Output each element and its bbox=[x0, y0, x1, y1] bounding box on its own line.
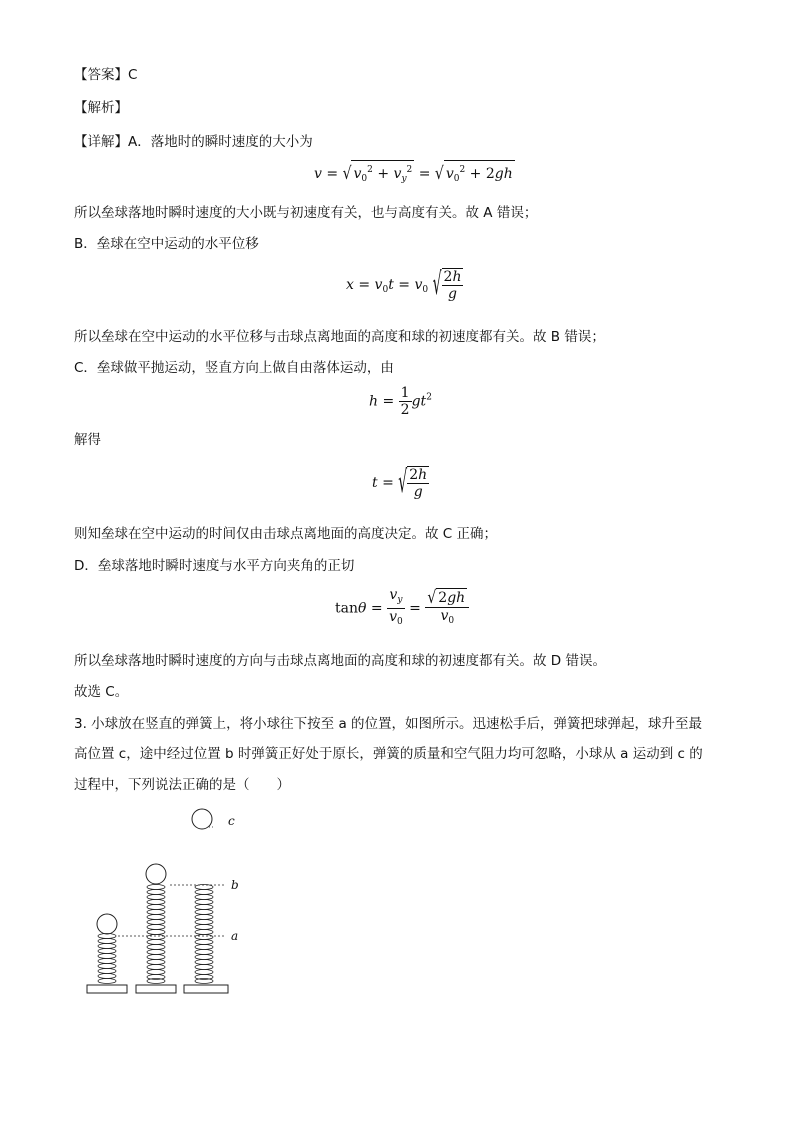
label-b: b bbox=[231, 878, 239, 892]
option-d-conclusion: 所以垒球落地时瞬时速度的方向与击球点离地面的高度和球的初速度都有关。故 D 错误。 bbox=[74, 653, 606, 669]
question-3-line-3: 过程中，下列说法正确的是（ ） bbox=[74, 777, 290, 793]
option-c-intro: C．垒球做平抛运动，竖直方向上做自由落体运动，由 bbox=[74, 360, 394, 376]
option-b-intro: B．垒球在空中运动的水平位移 bbox=[74, 236, 259, 252]
question-3-line-2: 高位置 c，途中经过位置 b 时弹簧正好处于原长，弹簧的质量和空气阻力均可忽略，小球从 a 运动到 c 的 bbox=[74, 746, 703, 762]
final-answer: 故选 C。 bbox=[74, 684, 129, 700]
detail-intro: 【详解】A．落地时的瞬时速度的大小为 bbox=[74, 134, 313, 150]
spring-2 bbox=[147, 885, 165, 984]
equation-height: h = $\frac{1}{2}$ $gt^2$ bbox=[369, 385, 432, 418]
answer-label: 【答案】C bbox=[74, 67, 138, 83]
equation-time: t = √ $\frac{2h}{g}$ bbox=[372, 465, 428, 501]
ball-c bbox=[192, 809, 212, 829]
label-a: a bbox=[231, 929, 239, 943]
equation-velocity: v = √ $v_0^2 + v_y^2$ = √ $v_0^2 + 2gh$ bbox=[314, 160, 515, 188]
ball-b bbox=[146, 864, 166, 884]
analysis-label: 【解析】 bbox=[74, 100, 128, 116]
spring-1 bbox=[98, 934, 116, 984]
spring-diagram bbox=[80, 800, 260, 1000]
base-2 bbox=[136, 985, 176, 993]
option-c-solve: 解得 bbox=[74, 432, 101, 448]
spring-3 bbox=[195, 885, 213, 984]
option-c-conclusion: 则知垒球在空中运动的时间仅由击球点离地面的高度决定。故 C 正确； bbox=[74, 526, 498, 542]
option-d-intro: D．垒球落地时瞬时速度与水平方向夹角的正切 bbox=[74, 558, 355, 574]
base-3 bbox=[184, 985, 228, 993]
option-a-conclusion: 所以垒球落地时瞬时速度的大小既与初速度有关，也与高度有关。故 A 错误； bbox=[74, 205, 538, 221]
equation-displacement: $x = v_0t = v_0$ √ $\frac{2h}{g}$ bbox=[346, 267, 462, 303]
question-3-line-1: 3. 小球放在竖直的弹簧上，将小球往下按至 a 的位置，如图所示。迅速松手后，弹簧把球弹起，球升至最 bbox=[74, 716, 703, 732]
label-c: c bbox=[228, 814, 235, 828]
equation-tangent: tanθ = $\frac{v_y}{v_0}$ = $\frac{√ 2gh}{v_0}$ bbox=[335, 587, 469, 630]
option-b-conclusion: 所以垒球在空中运动的水平位移与击球点离地面的高度和球的初速度都有关。故 B 错误； bbox=[74, 329, 605, 345]
ball-a bbox=[97, 914, 117, 934]
base-1 bbox=[87, 985, 127, 993]
